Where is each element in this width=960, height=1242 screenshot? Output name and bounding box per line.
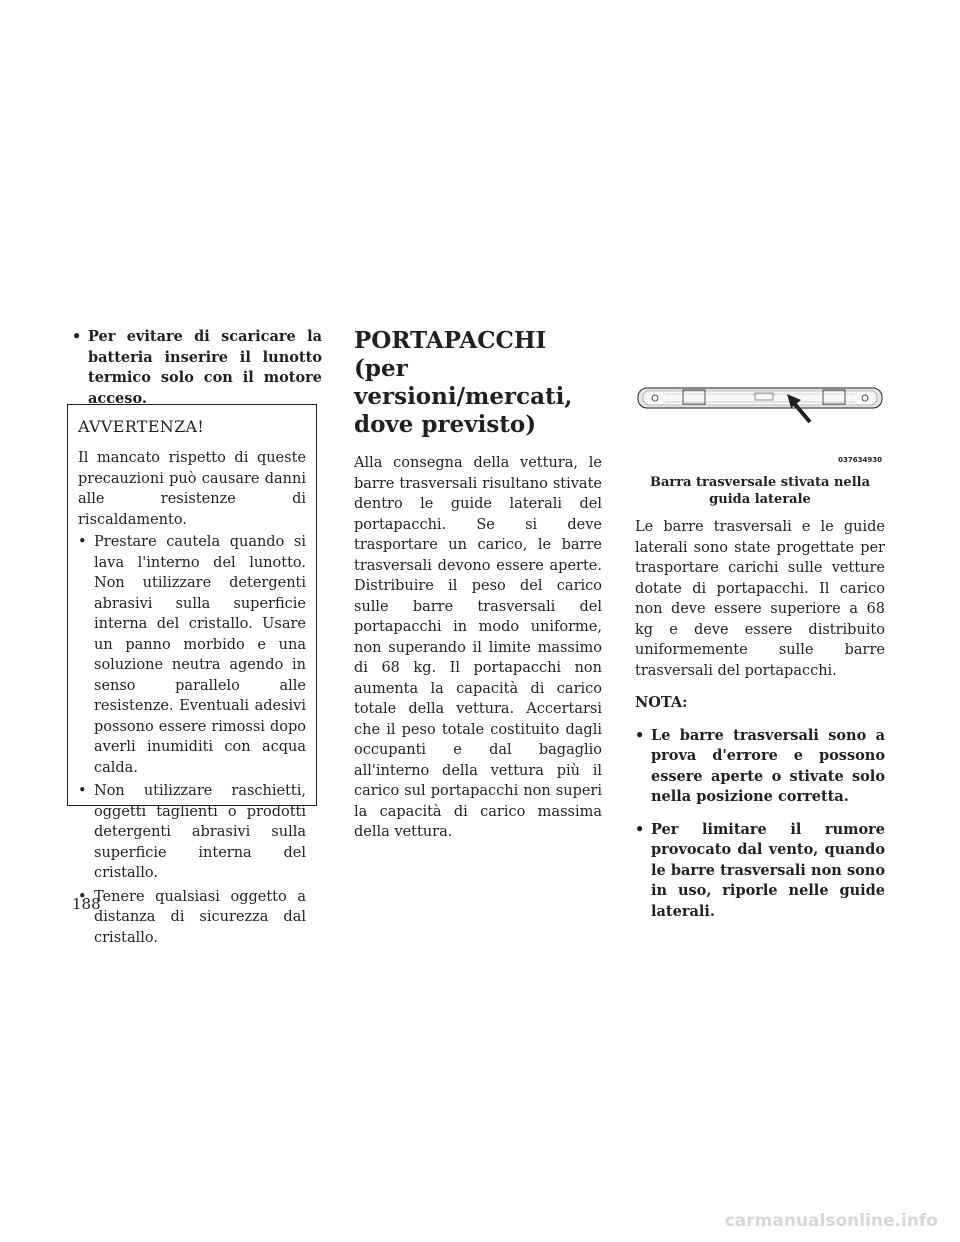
warning-list [78, 532, 306, 948]
battery-bullet-list [72, 327, 322, 409]
list-item: • Per evitare di scaricare la batteria inserire il lunotto termico solo con il motore acceso. [72, 327, 322, 409]
section-title: PORTAPACCHI (per versioni/mercati, dove previsto) [354, 327, 573, 438]
crossbar-image [638, 388, 882, 408]
list-item: • Non utilizzare raschietti, oggetti taglienti o prodotti detergenti abrasivi sulla superficie interna del cristallo. [78, 781, 306, 884]
left-column [72, 327, 322, 409]
figure-code: 037634930 [838, 456, 882, 464]
list-item: • Prestare cautela quando si lava l'interno del lunotto. Non utilizzare detergenti abrasivi sulla superficie interna del cristallo. Usare un panno morbido e una soluzione neutra agendo in senso parallelo alle resistenze. Eventuali adesivi possono essere rimossi dopo averli inumiditi con acqua calda. [78, 532, 306, 778]
rack-load-paragraph: Le barre trasversali e le guide laterali sono state progettate per trasportare carichi sulle vetture dotate di portapacchi. Il carico non deve essere superiore a 68 kg e deve essere distribuito uniformemente sulle barre trasversali del portapacchi. [635, 519, 885, 679]
warning-title: AVVERTENZA! [78, 417, 205, 436]
note-label: NOTA: [635, 694, 688, 711]
roof-rack-figure [635, 380, 885, 470]
list-item: • Per limitare il rumore provocato dal vento, quando le barre trasversali non sono in uso, riporle nelle guide laterali. [635, 820, 885, 923]
figure-caption: Barra trasversale stivata nella guida laterale [649, 475, 871, 507]
list-item: • Tenere qualsiasi oggetto a distanza di sicurezza dal cristallo. [78, 887, 306, 949]
rack-paragraph: Alla consegna della vettura, le barre trasversali risultano stivate dentro le guide laterali del portapacchi. Se si deve trasportare un carico, le barre trasversali devono essere aperte. Distribuire il peso del carico sulle barre trasversali del portapacchi in modo uniforme, non superando il limite massimo di 68 kg. Il portapacchi non aumenta la capacità di carico totale della vettura. Accertarsi che il peso totale costituito dagli occupanti e dal bagaglio all'interno della vettura più il carico sul portapacchi non superi la capacità di carico massima della vettura. [354, 455, 602, 840]
warning-intro: Il mancato rispetto di queste precauzioni può causare danni alle resistenze di riscaldamento. [78, 450, 306, 528]
list-item: • Le barre trasversali sono a prova d'errore e possono essere aperte o stivate solo nella posizione corretta. [635, 726, 885, 808]
right-column [635, 380, 885, 922]
note-list [635, 726, 885, 923]
middle-column [354, 327, 602, 843]
watermark: carmanualsonline.info [724, 1211, 938, 1231]
page-number: 188 [72, 895, 101, 913]
